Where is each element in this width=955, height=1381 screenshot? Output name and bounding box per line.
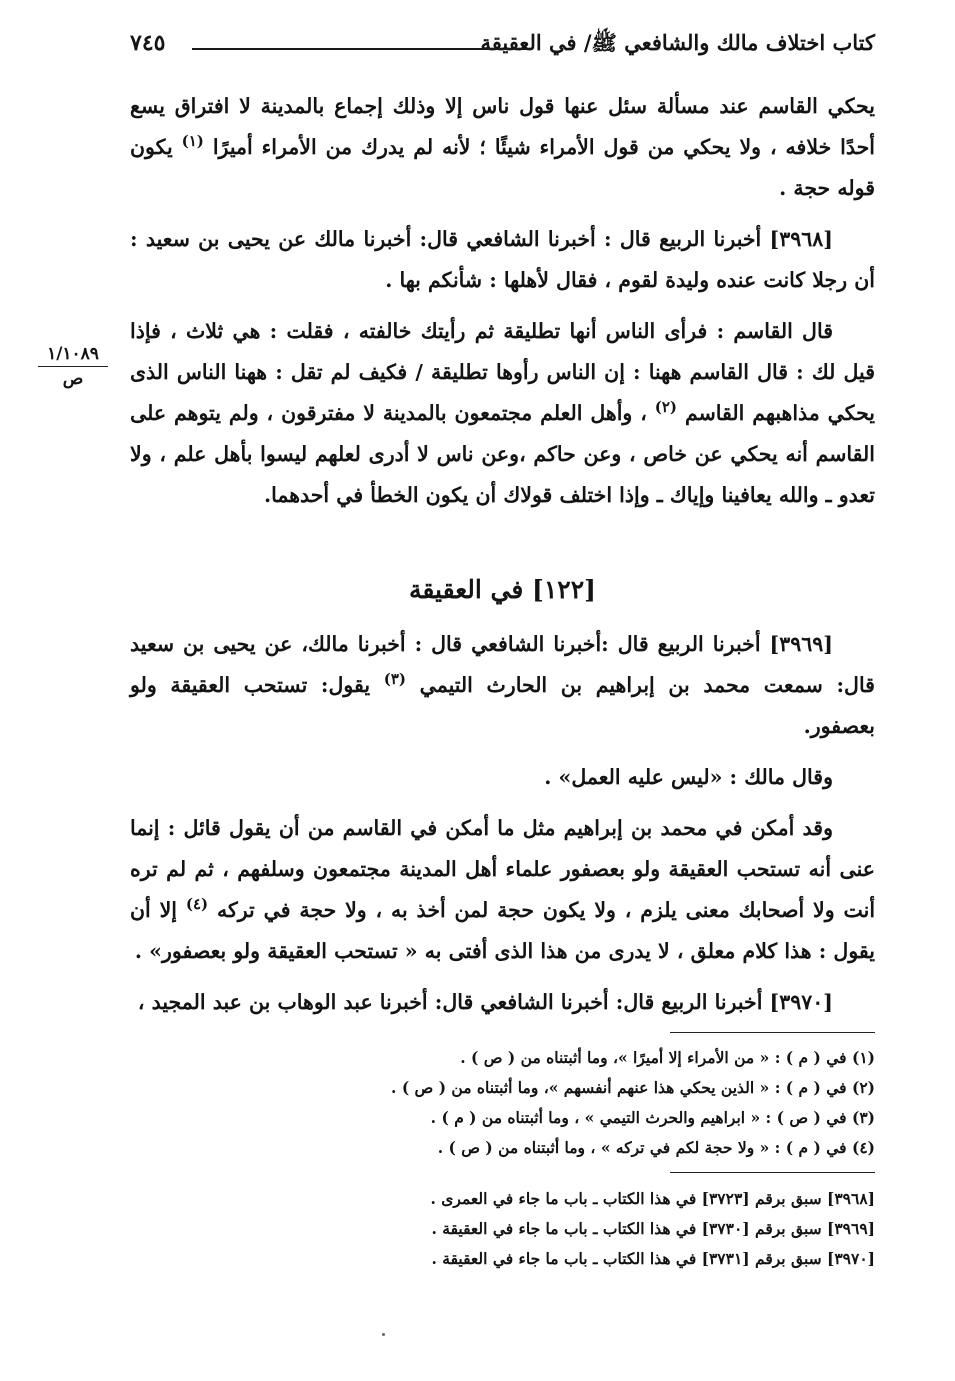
hadith-3968: [٣٩٦٨] أخبرنا الربيع قال : أخبرنا الشافعي قال: أخبرنا مالك عن يحيى بن سعيد : أن رجلا كانت عنده وليدة لقوم ، فقال لأهلها : شأنكم بها . xyxy=(130,227,875,292)
cross-reference: [٣٩٧٠] سبق برقم [٣٧٣١] في هذا الكتاب ـ باب ما جاء في العقيقة . xyxy=(431,1249,875,1268)
footnote-marker: (٢) xyxy=(654,398,678,417)
margin-folio-ref: ١/١٠٨٩ xyxy=(38,344,108,367)
crossref-separator xyxy=(670,1172,875,1173)
paragraph-text: [٣٩٦٩] أخبرنا الربيع قال :أخبرنا الشافعي قال : أخبرنا مالك، عن يحيى بن سعيد قال: سمعت محمد بن إبراهيم بن الحارث التيمي xyxy=(130,632,875,697)
cross-reference: [٣٩٦٩] سبق برقم [٣٧٣٠] في هذا الكتاب ـ باب ما جاء في العقيقة . xyxy=(431,1219,875,1238)
paragraph-text: ، وأهل العلم مجتمعون بالمدينة لا مفترقون ، ولم يتوهم على القاسم أنه يحكي عن خاص ، وعن حاكم ،وعن ناس لا أدرى لعلهم ليسوا بأهل علم ، ولا تعدو ـ والله يعافينا وإياك ـ وإذا اختلف قولاك أن يكون الخطأ في أحدهما. xyxy=(130,401,875,507)
paragraph-text: إلا أن يقول : هذا كلام معلق ، لا يدرى من هذا الذى أفتى به « تستحب العقيقة ولو بعصفور» . xyxy=(130,898,875,963)
margin-source-siglum: ص xyxy=(62,369,84,389)
cross-reference: [٣٩٦٨] سبق برقم [٣٧٢٣] في هذا الكتاب ـ باب ما جاء في العمرى . xyxy=(430,1189,875,1208)
footnote-marker: (٤) xyxy=(185,895,209,914)
running-title: كتاب اختلاف مالك والشافعي ﷺ/ في العقيقة xyxy=(480,30,875,55)
footnote: (٤) في ( م ) : « ولا حجة لكم في تركه » ، وما أثبتناه من ( ص ) . xyxy=(437,1138,875,1157)
header-rule xyxy=(192,48,530,50)
footnote: (٣) في ( ص ) : « ابراهيم والحرث التيمي » ، وما أثبتناه من ( م ) . xyxy=(430,1108,875,1127)
paragraph-text: وقد أمكن في محمد بن إبراهيم مثل ما أمكن في القاسم من أن يقول قائل : إنما عنى أنه تستحب العقيقة ولو بعصفور علماء أهل المدينة مجتمعون وسلفهم ، ثم لم تره أنت ولا أصحابك معنى يلزم ، ولا يكون حجة لمن أخذ به ، ولا حجة في تركه xyxy=(130,816,876,922)
footnote-separator xyxy=(670,1032,875,1033)
paragraph-text: يكون قوله حجة . xyxy=(130,135,875,200)
paragraph xyxy=(130,311,875,516)
hadith-3970: [٣٩٧٠] أخبرنا الربيع قال: أخبرنا الشافعي قال: أخبرنا عبد الوهاب بن عبد المجيد ، xyxy=(137,990,833,1014)
malik-quote: وقال مالك : «ليس عليه العمل» . xyxy=(544,765,833,789)
paragraph xyxy=(130,808,875,972)
text-block-2 xyxy=(130,624,875,1023)
cross-references xyxy=(130,1184,875,1274)
footnote: (٢) في ( م ) : « الذين يحكي هذا عنهم أنفسهم »، وما أثبتناه من ( ص ) . xyxy=(391,1078,875,1097)
footnote-marker: (٣) xyxy=(383,670,406,689)
scan-speck xyxy=(382,1333,385,1336)
footnote: (١) في ( م ) : « من الأمراء إلا أميرًا »، وما أثبتناه من ( ص ) . xyxy=(460,1048,875,1067)
paragraph-text: قال القاسم : فرأى الناس أنها تطليقة ثم رأيتك خالفته ، فقلت : هي ثلاث ، فإذا قيل لك : قال القاسم ههنا : إن الناس رأوها تطليقة / فكيف لم تقل : ههنا الناس الذى يحكي مذاهبهم القاسم xyxy=(130,319,876,425)
section-heading: [١٢٢] في العقيقة xyxy=(408,575,597,604)
paragraph-text: يحكي القاسم عند مسألة سئل عنها قول ناس إلا وذلك إجماع بالمدينة لا افتراق يسع أحدًا خلافه ، ولا يحكي من قول الأمراء شيئًا ؛ لأنه لم يدرك من الأمراء أميرًا xyxy=(130,94,876,159)
page-number: ٧٤٥ xyxy=(130,30,166,56)
footnote-marker: (١) xyxy=(181,132,204,151)
margin-manuscript-note xyxy=(38,344,108,389)
footnotes xyxy=(130,1043,875,1163)
hadith-3969 xyxy=(130,624,875,747)
page-header xyxy=(130,30,875,62)
paragraph-text: يقول: تستحب العقيقة ولو بعصفور. xyxy=(130,673,875,738)
text-block-1 xyxy=(130,86,875,516)
paragraph xyxy=(130,86,875,209)
